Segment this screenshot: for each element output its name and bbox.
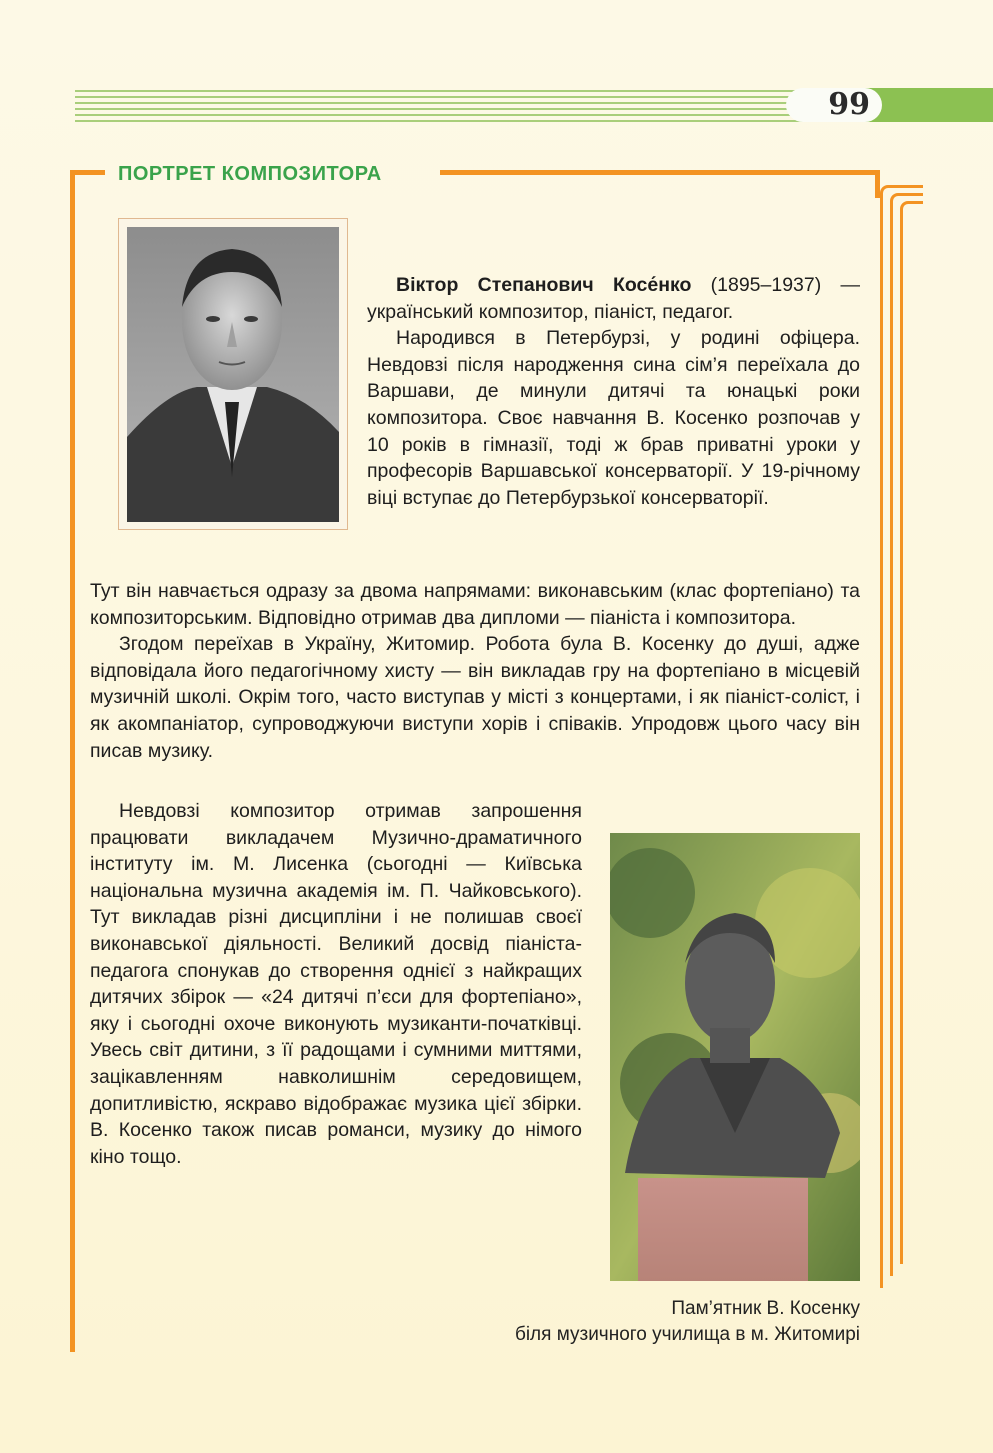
monument-caption [440,1296,860,1348]
composer-name: Віктор Степанович Косе́нко [396,274,692,296]
paragraph-studies: Тут він навчається одразу за двома напрямами: виконавським (клас фортепіано) та композиторським. Відповідно отримав два дипломи — піаніста і композитора. [90,580,860,629]
biography-kyiv [90,798,582,1170]
biography-main [90,578,860,764]
composer-portrait [118,218,348,530]
composer-dates-role: (1895–1937) — український композитор, піаніст, педагог. [367,274,860,323]
biography-intro [367,272,860,511]
frame-top-border [70,170,105,175]
caption-line-2: біля музичного училища в м. Житомирі [514,1324,860,1345]
portrait-photo [127,227,339,522]
paragraph-birth: Народився в Петербурзі, у родині офіцера. Невдовзі після народження сина сім’я переїхала до Варшави, де минули дитячі та юнацькі роки композитора. Своє навчання В. Косенко розпочав у 10 років в гімназії, тоді ж брав приватні уроки у професорів Варшавської консерваторії. У 19-річному віці вступає до Петербурзької консерваторії. [367,327,860,509]
caption-line-1: Пам’ятник В. Косенку [671,1298,860,1319]
section-title: ПОРТРЕТ КОМПОЗИТОРА [118,163,382,185]
paragraph-zhytomyr: Згодом переїхав в Україну, Житомир. Робота була В. Косенку до душі, адже відповідала його педагогічному хисту — він викладав гру на фортепіано в місцевій музичній школі. Окрім того, часто виступав у місті з концертами, і як піаніст-соліст, і як акомпаніатор, супроводжуючи виступи хорів і співаків. Упродовж цього часу він писав музику. [90,633,860,762]
book-pages-edge [880,185,925,1285]
monument-photo [610,833,860,1286]
paragraph-kyiv: Невдовзі композитор отримав запрошення працювати викладачем Музично-драматичного інституту ім. М. Лисенка (сьогодні — Київська національна музична академія ім. П. Чайковського). Тут викладав різні дисципліни і не полишав своєї виконавської діяльності. Великий досвід піаніста-педагога спонукав до створення однієї з найкращих дитячих збірок — «24 дитячі п’єси для фортепіано», яку і сьогодні охоче виконують музиканти-початківці. Увесь світ дитини, з її радощами і сумними миттями, зацікавленням навколишнім середовищем, допитливістю, яскраво відображає музика цієї збірки. В. Косенко також писав романси, музику до німого кіно тощо. [90,800,582,1168]
monument-image [610,833,860,1281]
frame-left-border [70,170,75,1352]
frame-top-border [440,170,880,175]
page-number: 99 [786,88,882,122]
